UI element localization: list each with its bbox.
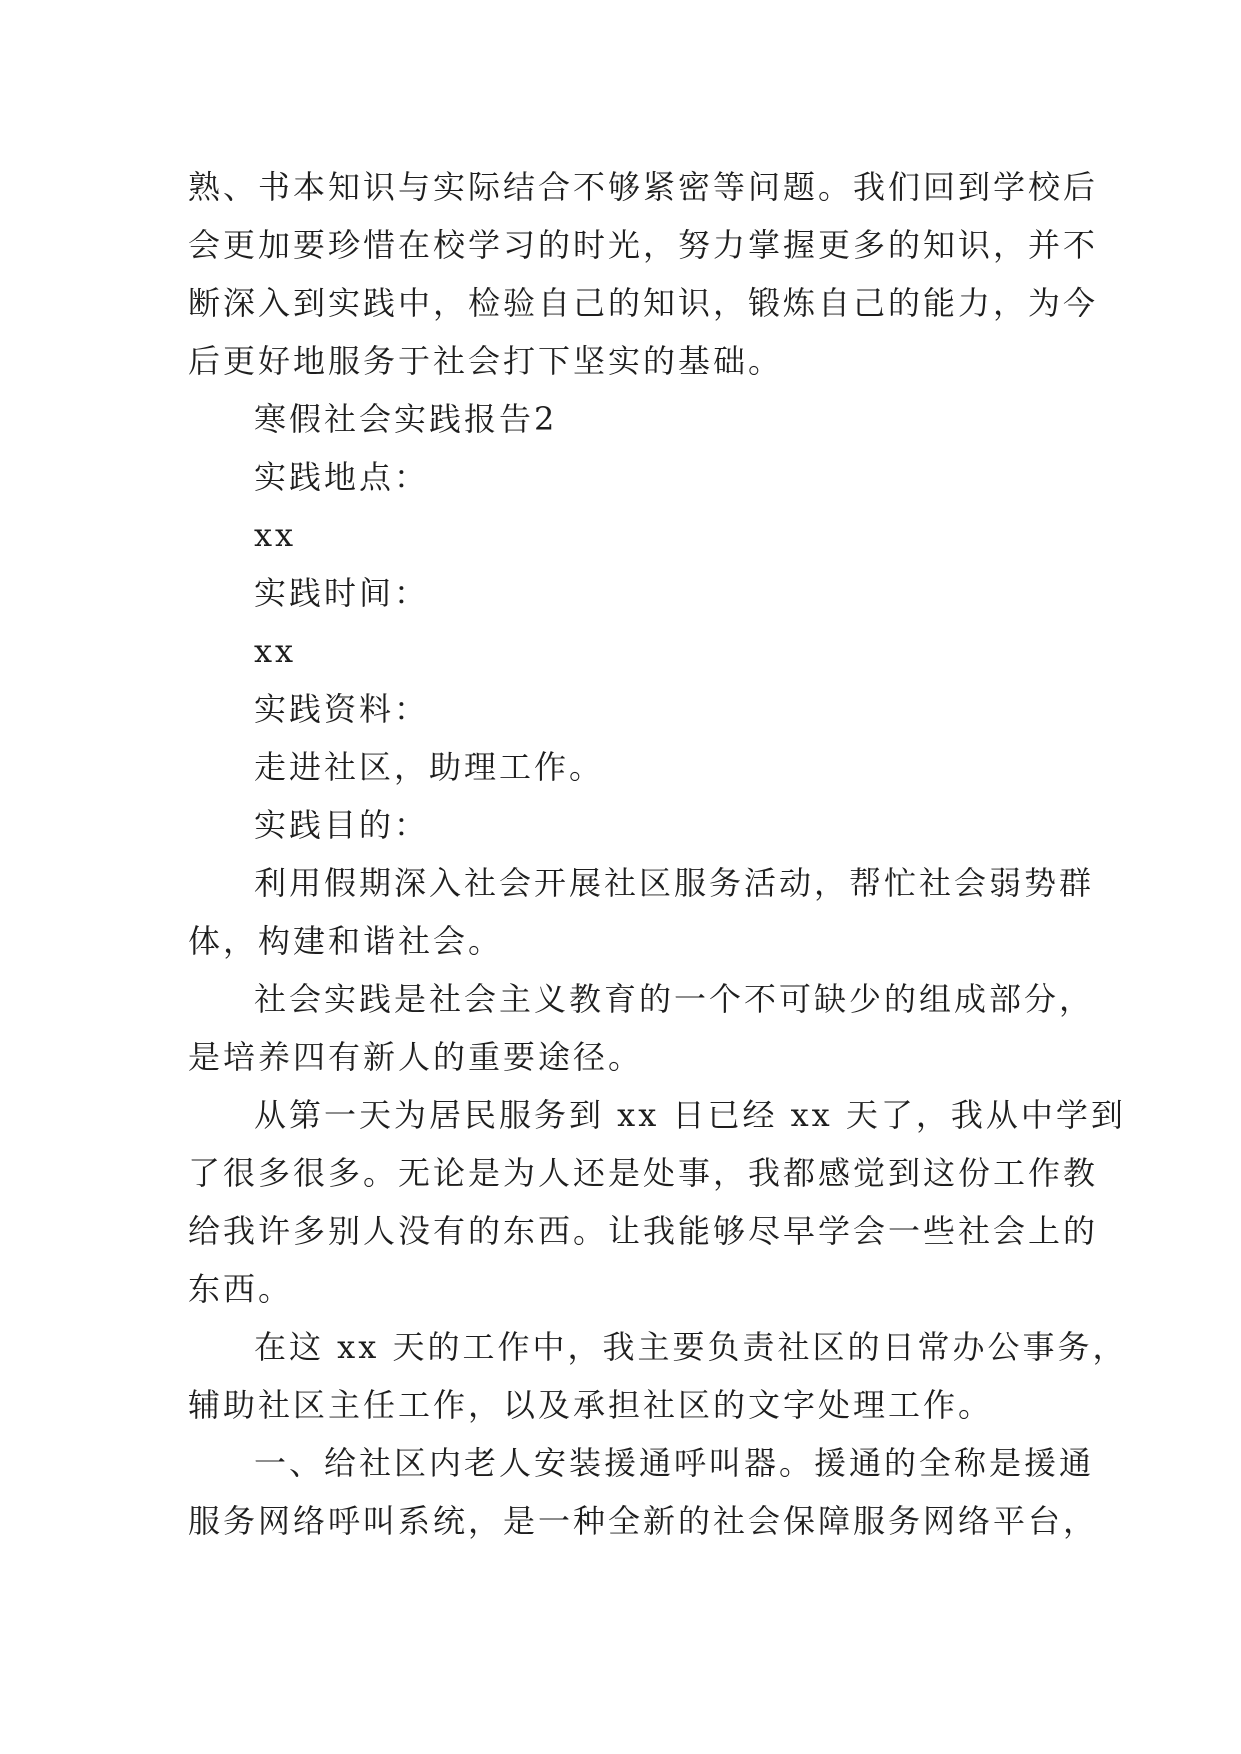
text-line: 利用假期深入社会开展社区服务活动，帮忙社会弱势群 [254, 864, 1095, 902]
text-line: 实践资料： [254, 690, 430, 728]
text-line: 寒假社会实践报告2 [254, 400, 558, 438]
text-line: 体，构建和谐社会。 [188, 922, 504, 960]
text-line: 熟、书本知识与实际结合不够紧密等问题。我们回到学校后 [188, 168, 1099, 206]
section-heading [188, 390, 1068, 448]
text-line: 辅助社区主任工作，以及承担社区的文字处理工作。 [188, 1386, 994, 1424]
text-line: 实践时间： [254, 574, 430, 612]
text-line: 实践目的： [254, 806, 430, 844]
text-line: 服务网络呼叫系统，是一种全新的社会保障服务网络平台， [188, 1502, 1099, 1540]
text-line: 走进社区，助理工作。 [254, 748, 605, 786]
text-line: 社会实践是社会主义教育的一个不可缺少的组成部分， [254, 980, 1095, 1018]
text-line: 一、给社区内老人安装援通呼叫器。援通的全称是援通 [254, 1444, 1095, 1482]
text-line: 后更好地服务于社会打下坚实的基础。 [188, 342, 784, 380]
paragraph [188, 1434, 1099, 1550]
text-line: xx [254, 516, 297, 554]
text-line: 是培养四有新人的重要途径。 [188, 1038, 644, 1076]
document-body [188, 158, 1128, 1550]
text-line: 给我许多别人没有的东西。让我能够尽早学会一些社会上的 [188, 1212, 1099, 1250]
field-value [188, 622, 1068, 680]
field-value [188, 506, 1068, 564]
text-line: 会更加要珍惜在校学习的时光，努力掌握更多的知识，并不 [188, 226, 1099, 264]
paragraph [188, 970, 1095, 1086]
text-line: 在这 xx 天的工作中，我主要负责社区的日常办公事务， [254, 1328, 1128, 1366]
text-line: 断深入到实践中，检验自己的知识，锻炼自己的能力，为今 [188, 284, 1099, 322]
text-line: 东西。 [188, 1270, 294, 1308]
text-line: 从第一天为居民服务到 xx 日已经 xx 天了，我从中学到 [254, 1096, 1126, 1134]
field-value [188, 738, 1068, 796]
text-line: 了很多很多。无论是为人还是处事，我都感觉到这份工作教 [188, 1154, 1099, 1192]
field-label [188, 448, 1068, 506]
paragraph [188, 1318, 1128, 1434]
paragraph [188, 158, 1099, 390]
text-line: xx [254, 632, 297, 670]
field-label [188, 680, 1068, 738]
paragraph [188, 854, 1095, 970]
paragraph [188, 1086, 1126, 1318]
field-label [188, 796, 1068, 854]
text-line: 实践地点： [254, 458, 430, 496]
field-label [188, 564, 1068, 622]
